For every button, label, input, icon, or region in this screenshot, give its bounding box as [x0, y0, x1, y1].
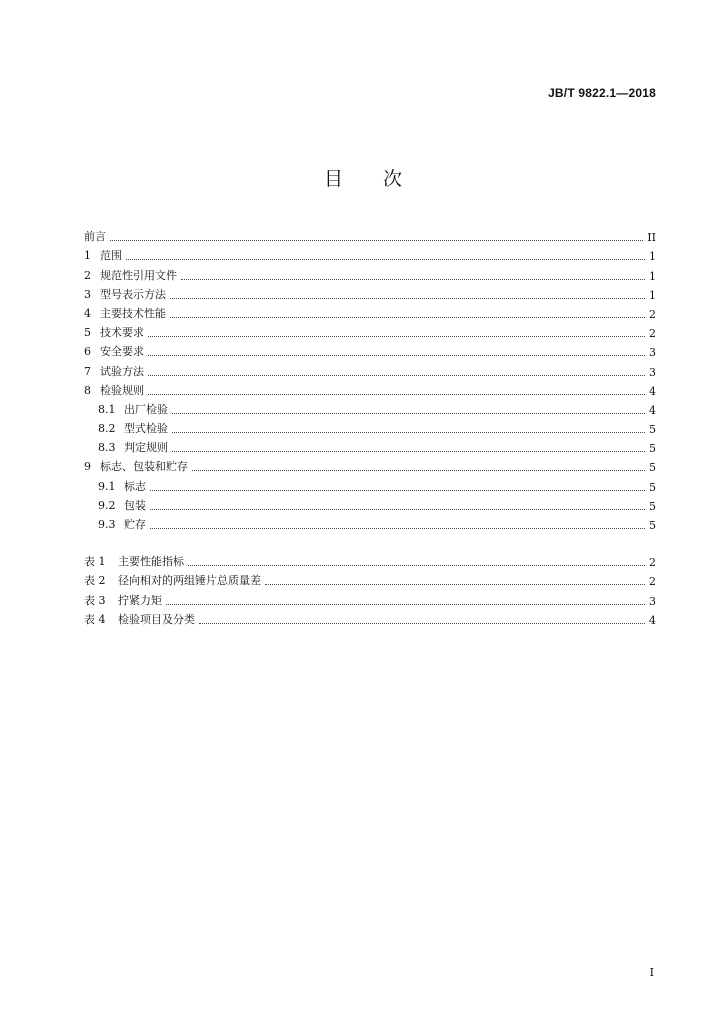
dot-leader	[148, 374, 645, 376]
dot-leader	[172, 431, 645, 433]
toc-entry-text: 出厂检验	[124, 402, 168, 416]
toc-entry[interactable]	[84, 379, 656, 398]
toc-entry-text: 标志	[124, 479, 146, 493]
table-list-entry[interactable]	[84, 569, 656, 588]
toc-entry-label	[84, 572, 263, 588]
toc-entry-number: 9.2	[98, 498, 116, 512]
toc-entry-text: 主要性能指标	[118, 555, 184, 569]
toc-entry-page: 5	[649, 461, 656, 475]
toc-entry[interactable]	[84, 244, 656, 263]
toc-entry-label	[84, 286, 168, 302]
dot-leader	[148, 335, 645, 337]
toc-entry-label	[84, 305, 168, 321]
dot-leader	[192, 469, 645, 471]
dot-leader	[172, 412, 645, 414]
page-title	[0, 164, 726, 191]
toc-entry-label	[84, 611, 197, 627]
toc-entry-label	[84, 324, 146, 340]
toc-entry-number: 表 1	[84, 555, 106, 569]
toc-entry[interactable]	[84, 340, 656, 359]
toc-entry-number: 8	[84, 383, 91, 397]
list-of-tables	[84, 550, 656, 627]
toc-entry-number: 6	[84, 345, 91, 359]
toc-entry-label	[84, 343, 146, 359]
title-char-1: 目	[323, 168, 343, 190]
dot-leader	[148, 354, 645, 356]
dot-leader	[166, 603, 645, 605]
toc-entry[interactable]	[84, 474, 656, 493]
toc-entry-page: 5	[649, 442, 656, 456]
toc-entry-label	[98, 439, 170, 455]
toc-entry-page: 4	[649, 403, 656, 417]
toc-entry[interactable]	[84, 225, 656, 244]
dot-leader	[148, 393, 645, 395]
toc-entry-text: 技术要求	[100, 326, 144, 340]
toc-entry-page: 4	[649, 613, 656, 627]
toc-entry-text: 安全要求	[100, 345, 144, 359]
toc-entry-page: 3	[649, 594, 656, 608]
toc-entry-label	[84, 363, 146, 379]
toc-entry-page: 2	[649, 556, 656, 570]
toc-entry[interactable]	[84, 417, 656, 436]
toc-entry-page: 2	[649, 307, 656, 321]
toc-entry-label	[98, 401, 170, 417]
toc-entry-number: 2	[84, 268, 91, 282]
toc-entry-page: 1	[649, 269, 656, 283]
toc-entry[interactable]	[84, 513, 656, 532]
dot-leader	[181, 278, 645, 280]
page-number: I	[649, 966, 654, 979]
toc-entry-label	[84, 592, 164, 608]
toc-entry-text: 检验项目及分类	[118, 612, 195, 626]
dot-leader	[150, 489, 645, 491]
toc-entry-label	[84, 553, 186, 569]
toc-entry[interactable]	[84, 494, 656, 513]
toc-entry-text: 径向相对的两组锤片总质量差	[118, 574, 261, 588]
toc-entry[interactable]	[84, 436, 656, 455]
toc-entry-text: 型号表示方法	[100, 287, 166, 301]
toc-entry-number: 表 3	[84, 593, 106, 607]
toc-entry-text: 判定规则	[124, 441, 168, 455]
dot-leader	[150, 527, 645, 529]
toc-entry-text: 试验方法	[100, 364, 144, 378]
toc-entry-page: 1	[649, 250, 656, 264]
toc-entry[interactable]	[84, 302, 656, 321]
toc-entry-text: 型式检验	[124, 422, 168, 436]
title-char-2: 次	[383, 168, 403, 190]
toc-entry-page: 3	[649, 365, 656, 379]
toc-entry[interactable]	[84, 455, 656, 474]
toc-entry-label	[98, 516, 148, 532]
toc-entry-page: II	[647, 231, 656, 245]
toc-entry-page: 2	[649, 575, 656, 589]
toc-entry[interactable]	[84, 359, 656, 378]
table-of-contents	[84, 225, 656, 532]
toc-entry-text: 规范性引用文件	[100, 268, 177, 282]
toc-entry-label	[84, 458, 190, 474]
dot-leader	[170, 316, 645, 318]
toc-entry-label	[84, 382, 146, 398]
toc-entry-text: 前言	[84, 230, 106, 244]
dot-leader	[170, 297, 645, 299]
toc-entry-label	[98, 420, 170, 436]
toc-entry[interactable]	[84, 283, 656, 302]
table-list-entry[interactable]	[84, 550, 656, 569]
toc-entry-number: 9.3	[98, 518, 116, 531]
toc-entry-text: 包装	[124, 498, 146, 512]
toc-entry-label	[84, 267, 179, 283]
toc-entry-number: 5	[84, 326, 91, 340]
toc-entry-number: 9	[84, 460, 91, 474]
toc-entry[interactable]	[84, 398, 656, 417]
toc-entry-page: 4	[649, 384, 656, 398]
toc-entry-text: 贮存	[124, 518, 146, 531]
toc-entry-label	[84, 228, 108, 244]
toc-entry-text: 范围	[100, 249, 122, 263]
toc-entry-page: 5	[649, 480, 656, 494]
toc-entry-label	[84, 247, 124, 263]
toc-entry[interactable]	[84, 321, 656, 340]
toc-entry-page: 5	[649, 423, 656, 437]
standard-code: JB/T 9822.1—2018	[548, 86, 656, 100]
dot-leader	[172, 450, 645, 452]
dot-leader	[265, 583, 645, 585]
toc-entry-page: 2	[649, 327, 656, 341]
toc-entry-number: 表 2	[84, 574, 106, 588]
dot-leader	[188, 564, 645, 566]
dot-leader	[126, 258, 645, 260]
toc-entry-text: 主要技术性能	[100, 306, 166, 320]
toc-entry-page: 3	[649, 346, 656, 360]
toc-entry-label	[98, 497, 148, 513]
toc-entry-number: 9.1	[98, 479, 116, 493]
toc-entry-number: 8.2	[98, 422, 116, 436]
toc-entry-number: 7	[84, 364, 91, 378]
toc-entry-text: 拧紧力矩	[118, 593, 162, 607]
table-list-entry[interactable]	[84, 608, 656, 627]
toc-entry-number: 8.1	[98, 402, 116, 416]
dot-leader	[199, 622, 645, 624]
table-list-entry[interactable]	[84, 588, 656, 607]
toc-entry-page: 5	[649, 499, 656, 513]
toc-entry-text: 标志、包装和贮存	[100, 460, 188, 474]
dot-leader	[110, 239, 643, 241]
toc-entry-page: 1	[649, 288, 656, 302]
toc-entry-page: 5	[649, 519, 656, 532]
toc-entry-text: 检验规则	[100, 383, 144, 397]
dot-leader	[150, 508, 645, 510]
toc-entry[interactable]	[84, 263, 656, 282]
toc-entry-number: 表 4	[84, 612, 106, 626]
toc-entry-label	[98, 478, 148, 494]
toc-entry-number: 8.3	[98, 441, 116, 455]
toc-entry-number: 3	[84, 287, 91, 301]
toc-entry-number: 1	[84, 249, 91, 263]
toc-entry-number: 4	[84, 306, 91, 320]
